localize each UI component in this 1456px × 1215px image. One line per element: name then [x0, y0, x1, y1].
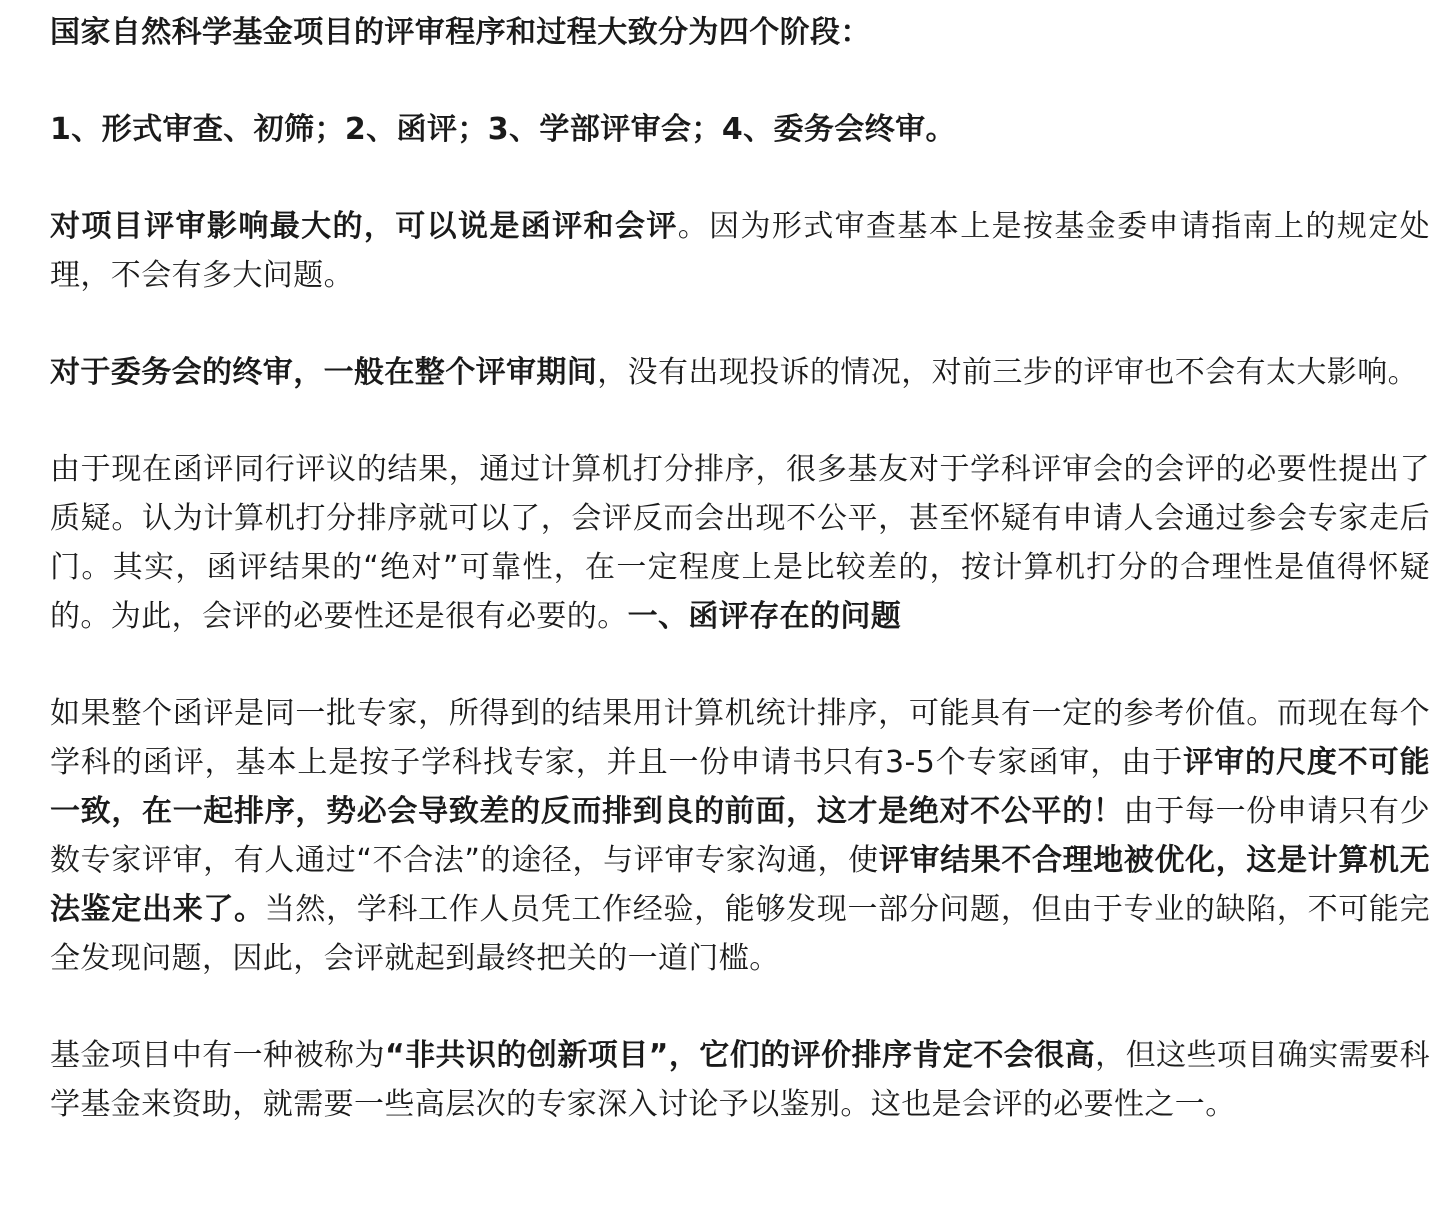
- bold-text: 1、形式审查、初筛；2、函评；3、学部评审会；4、委务会终审。: [50, 112, 956, 147]
- paragraph-final-review: [50, 348, 1430, 397]
- body-text: ，没有出现投诉的情况，对前三步的评审也不会有太大影响。: [597, 355, 1419, 390]
- paragraph-review-stages-intro: [50, 8, 1430, 57]
- bold-text: 评审的尺度不可能一致，在一起排序，势必会导致差的反而排到良的前面，这才是绝对不公平的！: [50, 745, 1431, 829]
- paragraph-problems: [50, 689, 1430, 983]
- body-text: 如果整个函评是同一批专家，所得到的结果用计算机统计排序，可能具有一定的参考价值。而现在每个学科的函评，基本上是按子学科找专家，并且一份申请书只有3-5个专家函审，由于: [50, 696, 1430, 780]
- bold-text: 国家自然科学基金项目的评审程序和过程大致分为四个阶段：: [50, 15, 871, 50]
- paragraph-necessity: [50, 445, 1430, 641]
- bold-text: “非共识的创新项目”，它们的评价排序肯定不会很高: [384, 1038, 1096, 1073]
- body-text: 当然，学科工作人员凭工作经验，能够发现一部分问题，但由于专业的缺陷，不可能完全发现问题，因此，会评就起到最终把关的一道门槛。: [50, 892, 1430, 976]
- bold-text: 对项目评审影响最大的，可以说是函评和会评: [50, 209, 678, 244]
- bold-text: 评审结果不合理地被优化，这是计算机无法鉴定出来了。: [50, 843, 1430, 927]
- body-text: 。因为形式审查基本上是按基金委申请指南上的规定处理，不会有多大问题。: [50, 209, 1430, 293]
- paragraph-stage-list: [50, 105, 1430, 154]
- article-body: [50, 8, 1430, 1129]
- paragraph-non-consensus: [50, 1031, 1430, 1129]
- body-text: 由于现在函评同行评议的结果，通过计算机打分排序，很多基友对于学科评审会的会评的必要性提出了质疑。认为计算机打分排序就可以了，会评反而会出现不公平，甚至怀疑有申请人会通过参会专家走后门。其实，函评结果的“绝对”可靠性，在一定程度上是比较差的，按计算机打分的合理性是值得怀疑的。为此，会评的必要性还是很有必要的。: [50, 452, 1430, 634]
- body-text: 由于每一份申请只有少数专家评审，有人通过“不合法”的途径，与评审专家沟通，使: [50, 794, 1431, 878]
- body-text: ，但这些项目确实需要科学基金来资助，就需要一些高层次的专家深入讨论予以鉴别。这也是会评的必要性之一。: [50, 1038, 1431, 1122]
- section-heading: 一、函评存在的问题: [627, 599, 902, 634]
- body-text: 基金项目中有一种被称为: [50, 1038, 385, 1073]
- paragraph-most-influential: [50, 202, 1430, 300]
- bold-text: 对于委务会的终审，一般在整个评审期间: [50, 355, 598, 390]
